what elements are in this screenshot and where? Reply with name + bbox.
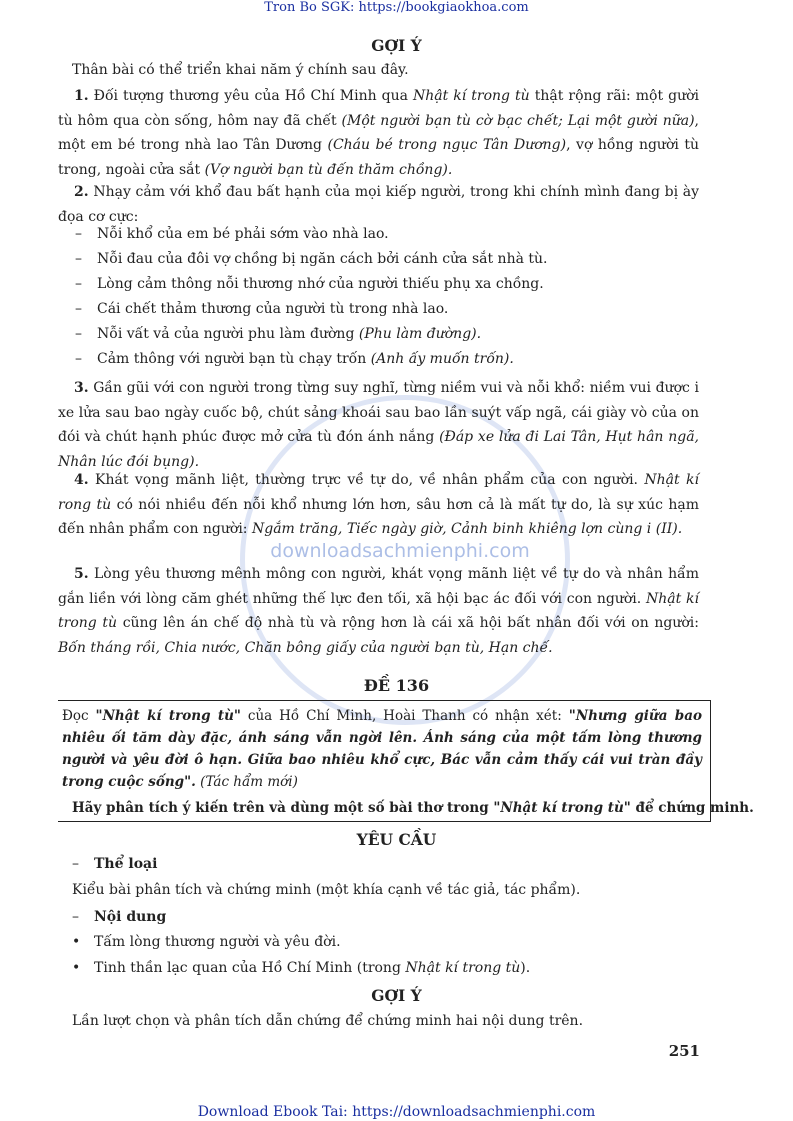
question-text-a: Đọc bbox=[62, 708, 89, 724]
bullet-ref: (Phu làm đường). bbox=[358, 326, 482, 342]
genre-text: Kiểu bài phân tích và chứng minh (một khía cạnh về tác giả, tác phẩm). bbox=[72, 882, 581, 898]
paragraph-5-title: Nhật kí trong tù bbox=[58, 590, 699, 632]
exam-task bbox=[72, 797, 754, 819]
paragraph-1-ref-a: (Một người bạn tù cờ bạc chết; Lại một gười nữa) bbox=[341, 112, 695, 129]
paragraph-3 bbox=[58, 376, 699, 474]
paragraph-1 bbox=[58, 84, 699, 182]
bullet-text: Cảm thông với người bạn tù chạy trốn bbox=[97, 351, 367, 367]
content-item-title: Nhật kí trong tù bbox=[405, 960, 521, 976]
content-label-line: – Nội dung bbox=[72, 909, 167, 925]
paragraph-4-number: 4. bbox=[74, 472, 89, 488]
bullet-item: – Nỗi khổ của em bé phải sớm vào nhà lao. bbox=[75, 226, 389, 242]
task-text-a: Hãy phân tích ý kiến trên và dùng một số bài thơ trong bbox=[72, 800, 489, 816]
paragraph-3-text: Gần gũi với con người trong từng suy nghĩ, từng niềm vui và nỗi khổ: niềm vui được i xe lửa sau bao ngày cuốc bộ, chút sảng khoái sau bao lần suýt vấp ngã, cái giày vò của on đói và chút hạnh phúc được mở cửa tù đón ánh nắng bbox=[58, 380, 699, 446]
bullet-text: Nỗi khổ của em bé phải sớm vào nhà lao. bbox=[97, 226, 389, 242]
paragraph-4-ref: Ngắm trăng, Tiếc ngày giờ, Cảnh binh khiêng lợn cùng i (II). bbox=[251, 521, 683, 538]
paragraph-4-text-a: Khát vọng mãnh liệt, thường trực về tự do, về nhân phẩm của con người. bbox=[95, 472, 639, 488]
bullet-item: – Nỗi đau của đôi vợ chồng bị ngăn cách bởi cánh cửa sắt nhà tù. bbox=[75, 251, 548, 267]
content-item: • Tấm lòng thương người và yêu đời. bbox=[72, 934, 341, 950]
header-link[interactable]: Tron Bo SGK: https://bookgiaokhoa.com bbox=[264, 0, 529, 15]
section-heading-goi-y: GỢI Ý bbox=[371, 36, 422, 55]
bullet-ref: (Anh ấy muốn trốn). bbox=[370, 351, 514, 367]
bullet-item: – Cảm thông với người bạn tù chạy trốn (Anh ấy muốn trốn). bbox=[75, 351, 514, 367]
task-title: "Nhật kí trong tù" bbox=[493, 800, 631, 816]
content-label: Nội dung bbox=[94, 909, 167, 925]
paragraph-1-ref-c: (Vợ người bạn tù đến thăm chồng). bbox=[204, 161, 453, 178]
paragraph-2-text: Nhạy cảm với khổ đau bất hạnh của mọi kiếp người, trong khi chính mình đang bị ày đọa cơ cực: bbox=[58, 184, 699, 225]
content-item: • Tinh thần lạc quan của Hồ Chí Minh (trong Nhật kí trong tù). bbox=[72, 960, 531, 976]
task-text-b: để chứng minh. bbox=[635, 800, 754, 816]
bullet-text: Lòng cảm thông nỗi thương nhớ của người thiếu phụ xa chồng. bbox=[97, 276, 544, 292]
exam-question bbox=[62, 705, 702, 793]
content-item-text: Tấm lòng thương người và yêu đời. bbox=[94, 934, 341, 950]
paragraph-1-number: 1. bbox=[74, 88, 89, 104]
bullet-text: Nỗi vất vả của người phu làm đường bbox=[97, 326, 355, 342]
paragraph-3-number: 3. bbox=[74, 380, 89, 396]
section-heading-goi-y-2: GỢI Ý bbox=[371, 986, 422, 1005]
exam-title: ĐỀ 136 bbox=[363, 676, 430, 695]
final-text: Lần lượt chọn và phân tích dẫn chứng để chứng minh hai nội dung trên. bbox=[72, 1013, 584, 1029]
bullet-text: Nỗi đau của đôi vợ chồng bị ngăn cách bởi cánh cửa sắt nhà tù. bbox=[97, 251, 548, 267]
bullet-item: – Lòng cảm thông nỗi thương nhớ của người thiếu phụ xa chồng. bbox=[75, 276, 544, 292]
bullet-item: – Nỗi vất vả của người phu làm đường (Phu làm đường). bbox=[75, 326, 482, 342]
paragraph-4 bbox=[58, 468, 699, 542]
bullet-text: Cái chết thảm thương của người tù trong nhà lao. bbox=[97, 301, 449, 317]
paragraph-4-text-b: có nói nhiều đến nỗi khổ nhưng lớn hơn, sâu hơn cả là mất tự do, là sự xúc hạm đến nhân phẩm con người: bbox=[58, 496, 699, 538]
paragraph-1-text-c: , một em bé trong nhà lao Tân Dương bbox=[58, 112, 699, 154]
paragraph-4-title: Nhật kí rong tù bbox=[58, 472, 699, 513]
paragraph-1-title: Nhật kí trong tù bbox=[413, 88, 530, 104]
page-number: 251 bbox=[668, 1042, 700, 1060]
question-quote: "Nhưng giữa bao nhiêu ối tăm dày đặc, ánh sáng vẫn ngời lên. Ánh sáng của một tấm lòng thương người và yêu đời ô hạn. Giữa bao nhiêu khổ cực, Bác vẫn cảm thấy cái vui tràn đầy trong cuộc sống". bbox=[62, 708, 703, 790]
question-title: "Nhật kí trong tù" bbox=[95, 708, 241, 724]
paragraph-5 bbox=[58, 562, 699, 660]
paragraph-1-text-a: Đối tượng thương yêu của Hồ Chí Minh qua bbox=[93, 88, 408, 104]
paragraph-1-text-b: thật rộng rãi: một gười tù hôm qua còn sống, hôm nay đã chết bbox=[58, 88, 700, 129]
content-item-end: ). bbox=[520, 960, 531, 976]
question-source: (Tác hẩm mới) bbox=[200, 774, 298, 790]
watermark-text: downloadsachmienphi.com bbox=[270, 540, 530, 562]
paragraph-3-ref: (Đáp xe lửa đi Lai Tân, Hụt hân ngã, Nhân lúc đói bụng). bbox=[58, 429, 699, 470]
question-text-b: của Hồ Chí Minh, Hoài Thanh có nhận xét: bbox=[247, 708, 562, 724]
intro-text: Thân bài có thể triển khai năm ý chính sau đây. bbox=[72, 62, 409, 78]
paragraph-5-number: 5. bbox=[74, 566, 89, 582]
paragraph-2 bbox=[58, 180, 699, 229]
paragraph-5-ref: Bốn tháng rồi, Chia nước, Chăn bông giấy của người bạn tù, Hạn chế. bbox=[58, 639, 553, 656]
paragraph-1-ref-b: (Cháu bé trong ngục Tân Dương) bbox=[327, 137, 567, 154]
paragraph-5-text-b: cũng lên án chế độ nhà tù và rộng hơn là cái xã hội bất nhân đối với on người: bbox=[122, 615, 699, 632]
paragraph-2-number: 2. bbox=[74, 184, 89, 200]
bullet-item: – Cái chết thảm thương của người tù trong nhà lao. bbox=[75, 301, 449, 317]
genre-label: Thể loại bbox=[94, 856, 158, 872]
footer-link[interactable]: Download Ebook Tai: https://downloadsachmienphi.com bbox=[197, 1104, 596, 1120]
paragraph-5-text-a: Lòng yêu thương mênh mông con người, khát vọng mãnh liệt về tự do và nhân hẩm gắn liền với lòng căm ghét những thế lực đen tối, xã hội bạc ác đối với con người. bbox=[58, 566, 699, 607]
genre-label-line: – Thể loại bbox=[72, 856, 158, 872]
paragraph-1-text-d: , vợ hồng người tù trong, ngoài cửa sắt bbox=[58, 137, 700, 178]
requirements-heading: YÊU CẦU bbox=[356, 830, 437, 849]
content-item-text: Tinh thần lạc quan của Hồ Chí Minh (trong bbox=[94, 960, 401, 976]
